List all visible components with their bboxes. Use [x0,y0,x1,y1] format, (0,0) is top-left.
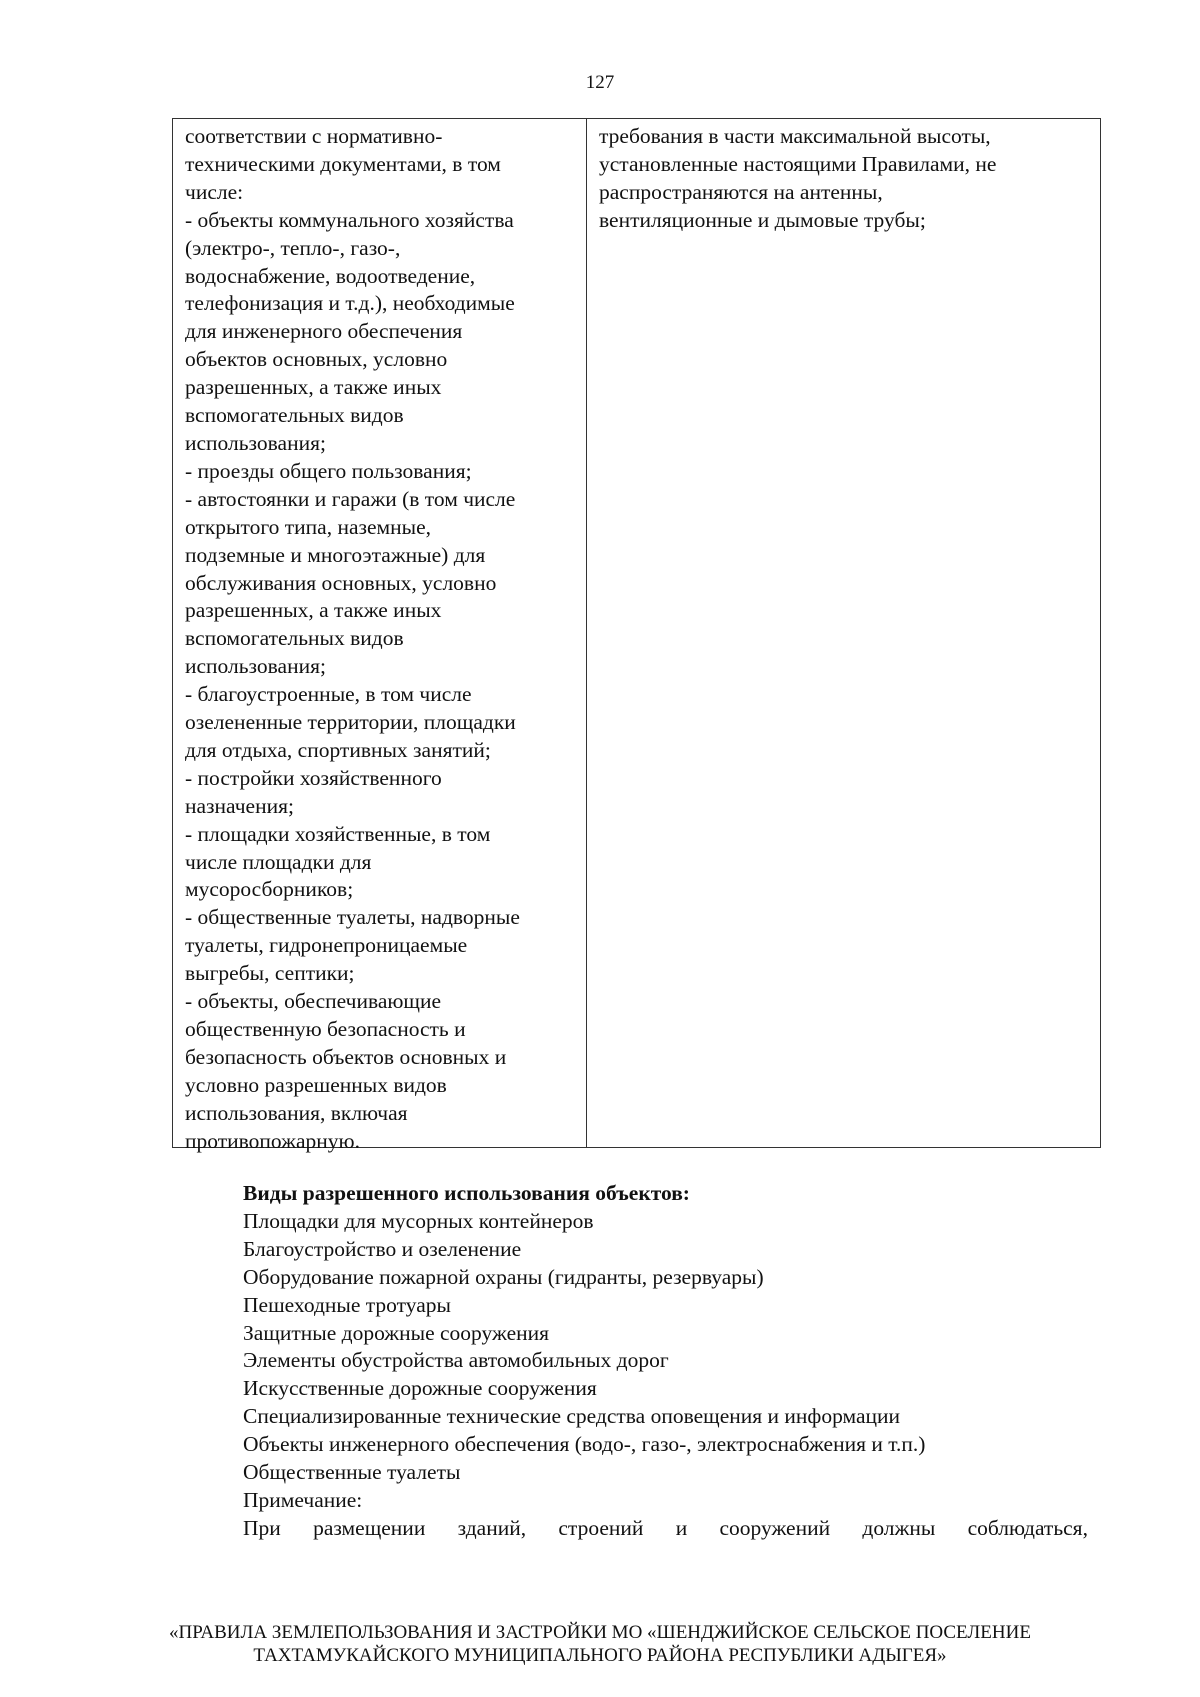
note-word: размещении [313,1515,426,1540]
permitted-use-item: Защитные дорожные сооружения [243,1320,550,1345]
table-right-column [587,119,1100,1147]
footer-line-1: «ПРАВИЛА ЗЕМЛЕПОЛЬЗОВАНИЯ И ЗАСТРОЙКИ МО «ШЕНДЖИЙСКОЕ СЕЛЬСКОЕ ПОСЕЛЕНИЕ [169,1622,1031,1643]
note-word: При [243,1515,281,1540]
permitted-use-item: Благоустройство и озеленение [243,1236,522,1261]
note-word: строений [558,1515,644,1540]
permitted-use-item: Общественные туалеты [243,1460,461,1485]
permitted-use-item: Специализированные технические средства оповещения и информации [243,1404,901,1429]
table-left-line: - автостоянки и гаражи (в том числе [185,486,516,511]
table-left-line: соответствии с нормативно- [185,124,443,148]
table-right-line: распространяются на антенны, [599,179,883,204]
table-left-line: - общественные туалеты, надворные [185,905,520,930]
document-footer [0,1621,1200,1667]
table-left-line: озелененные территории, площадки [185,710,516,735]
note-word: должны [862,1515,936,1540]
table-left-line: - объекты, обеспечивающие [185,989,442,1014]
table-left-column [173,119,587,1153]
table-left-line: числе: [185,179,244,204]
permitted-use-item: Объекты инженерного обеспечения (водо-, газо-, электроснабжения и т.п.) [243,1432,926,1457]
permitted-use-item: Оборудование пожарной охраны (гидранты, резервуары) [243,1264,764,1289]
table-left-line: противопожарную. [185,1128,360,1153]
table-left-line: вспомогательных видов [185,403,404,428]
permitted-uses-heading: Виды разрешенного использования объектов: [243,1181,690,1205]
table-left-line: условно разрешенных видов [185,1072,447,1097]
regulations-table [172,118,1101,1153]
table-left-line: использования, включая [185,1100,408,1125]
table-left-line: водоснабжение, водоотведение, [185,263,476,288]
table-left-line: открытого типа, наземные, [185,514,432,539]
permitted-use-item: Искусственные дорожные сооружения [243,1376,597,1401]
table-left-line: общественную безопасность и [185,1017,466,1041]
table-left-line: - объекты коммунального хозяйства [185,207,514,232]
permitted-use-item: Площадки для мусорных контейнеров [243,1208,594,1233]
table-left-line: мусоросборников; [185,877,354,902]
note-text [243,1515,1088,1543]
table-left-line: - благоустроенные, в том числе [185,682,472,707]
table-left-line: (электро-, тепло-, газо-, [185,235,401,260]
permitted-use-item: Пешеходные тротуары [243,1292,451,1317]
table-left-line: использования; [185,430,326,455]
page-number: 127 [585,72,615,93]
note-word: зданий, [457,1515,527,1540]
table-left-line: разрешенных, а также иных [185,375,442,400]
table-left-line: - площадки хозяйственные, в том [185,821,491,846]
table-left-line: безопасность объектов основных и [185,1044,507,1069]
table-left-line: числе площадки для [185,849,372,874]
table-left-line: выгребы, септики; [185,961,355,986]
table-left-line: подземные и многоэтажные) для [185,542,486,567]
table-left-line: техническими документами, в том [185,151,501,176]
table-left-line: назначения; [185,793,294,818]
permitted-uses-section [243,1180,1088,1543]
table-right-line: вентиляционные и дымовые трубы; [599,207,926,232]
note-word: и [675,1515,688,1540]
table-left-line: разрешенных, а также иных [185,598,442,623]
table-left-line: телефонизация и т.д.), необходимые [185,291,515,316]
permitted-uses-list [243,1208,1088,1487]
table-left-line: вспомогательных видов [185,626,404,651]
note-word: соблюдаться, [967,1515,1088,1540]
table-left-line: - проезды общего пользования; [185,458,472,483]
table-left-line: использования; [185,654,326,679]
note-label: Примечание: [243,1487,363,1512]
table-left-line: для отдыха, спортивных занятий; [185,737,491,762]
table-left-line: обслуживания основных, условно [185,570,497,595]
note-word: сооружений [719,1515,831,1540]
table-right-line: установленные настоящими Правилами, не [599,151,997,176]
table-left-line: - постройки хозяйственного [185,765,442,790]
table-right-line: требования в части максимальной высоты, [599,124,991,148]
permitted-use-item: Элементы обустройства автомобильных дорог [243,1348,669,1373]
footer-line-2: ТАХТАМУКАЙСКОГО МУНИЦИПАЛЬНОГО РАЙОНА РЕСПУБЛИКИ АДЫГЕЯ» [253,1645,947,1666]
table-left-line: туалеты, гидронепроницаемые [185,933,468,958]
table-left-line: для инженерного обеспечения [185,319,463,344]
table-left-line: объектов основных, условно [185,347,448,372]
